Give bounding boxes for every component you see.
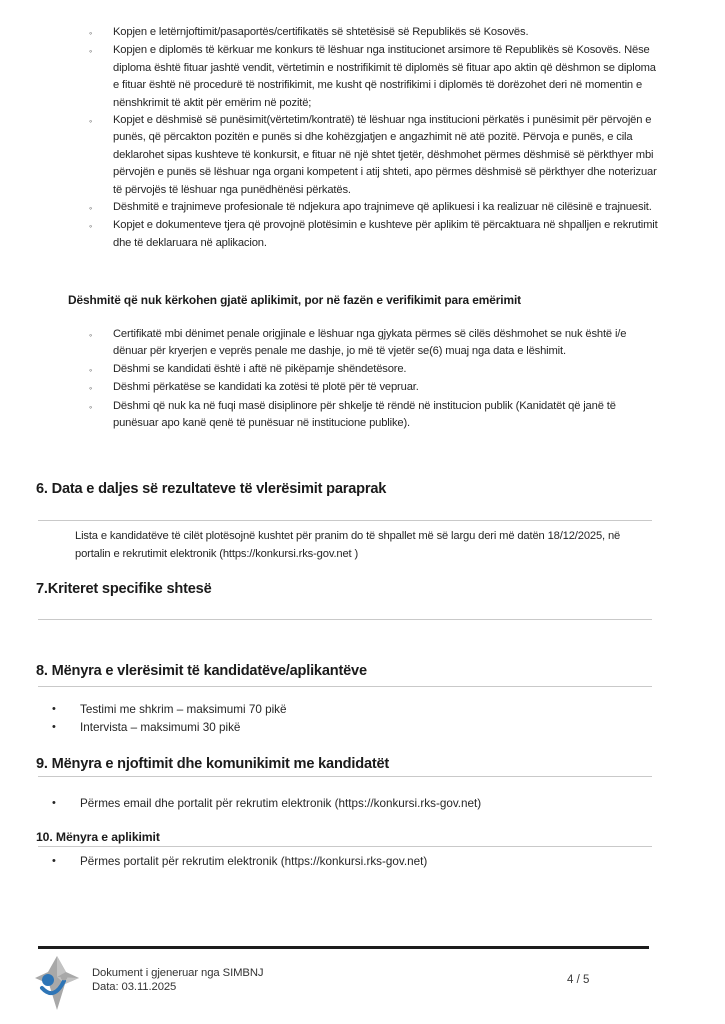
evaluation-method-list bbox=[44, 701, 644, 736]
section-8-divider bbox=[38, 686, 652, 687]
list-item-text: Kopjen e diplomës të kërkuar me konkurs të lëshuar nga institucionet arsimore të Republikës së Kosovës. Nëse diploma është fituar jashtë vendit, vërtetimin e nostrifikimit të diplomës së fituar apo aktin që dëshmon se diploma e fituar është në procedurë të nostrifikimit, me kusht që nostrifikimi i diplomës të dorëzohet deri në momentin e nënshkrimit të aktit për emërim në pozitë; bbox=[113, 44, 656, 109]
section-9-heading: 9. Mënyra e njoftimit dhe komunikimit me kandidatët bbox=[36, 756, 390, 772]
section-7-divider bbox=[38, 619, 652, 620]
circle-bullet-icon: ◦ bbox=[89, 383, 93, 394]
list-item-text: Dëshmi se kandidati është i aftë në pikëpamje shëndetësore. bbox=[113, 362, 407, 375]
page-number: 4 / 5 bbox=[567, 974, 590, 986]
list-item-text: Certifikatë mbi dënimet penale origjinale e lëshuar nga gjykata përmes së cilës dëshmohet se nuk është i/e dënuar për kryerjen e veprës penale me dashje, jo më të vjetër se(6) muaj nga data e lëshimit. bbox=[113, 328, 627, 358]
list-item-text: Dëshmitë e trajnimeve profesionale të ndjekura apo trajnimeve që aplikuesi i ka realizuar në cilësinë e trajnuesit. bbox=[113, 201, 652, 214]
dot-bullet-icon: • bbox=[52, 703, 56, 715]
list-item-text: Testimi me shkrim – maksimumi 70 pikë bbox=[80, 703, 287, 716]
list-item bbox=[44, 853, 644, 871]
circle-bullet-icon: ◦ bbox=[89, 401, 93, 412]
list-item-text: Kopjet e dokumenteve tjera që provojnë plotësimin e kushteve për aplikim të përcaktuara në shpalljen e rekrutimit dhe të deklaruara në aplikacion. bbox=[113, 219, 658, 249]
verification-documents-list bbox=[82, 326, 659, 432]
dot-bullet-icon: • bbox=[52, 797, 56, 809]
footer-date: Data: 03.11.2025 bbox=[92, 980, 177, 993]
circle-bullet-icon: ◦ bbox=[89, 221, 93, 232]
list-item-text: Përmes portalit për rekrutim elektronik (https://konkursi.rks-gov.net) bbox=[80, 855, 428, 868]
circle-bullet-icon: ◦ bbox=[89, 203, 93, 214]
notification-method-list bbox=[44, 795, 644, 813]
application-method-list bbox=[44, 853, 644, 871]
dot-bullet-icon: • bbox=[52, 720, 56, 733]
list-item bbox=[44, 719, 644, 737]
circle-bullet-icon: ◦ bbox=[89, 28, 93, 38]
list-item bbox=[44, 795, 644, 813]
list-item bbox=[82, 361, 659, 379]
section-6-body: Lista e kandidatëve të cilët plotësojnë kushtet për pranim do të shpallet më së largu deri më datën 18/12/2025, në portalin e rekrutimit elektronik (https://konkursi.rks-gov.net ) bbox=[75, 530, 621, 560]
list-item bbox=[82, 112, 659, 199]
verification-subheading: Dëshmitë që nuk kërkohen gjatë aplikimit, por në fazën e verifikimit para emërimit bbox=[68, 293, 522, 307]
section-6-divider bbox=[38, 520, 652, 521]
list-item bbox=[82, 199, 659, 217]
circle-bullet-icon: ◦ bbox=[89, 330, 93, 340]
footer-divider bbox=[38, 946, 649, 949]
list-item bbox=[82, 398, 659, 433]
section-10-heading: 10. Mënyra e aplikimit bbox=[36, 830, 160, 844]
dot-bullet-icon: • bbox=[52, 855, 56, 867]
section-9-divider bbox=[38, 776, 652, 777]
list-item bbox=[82, 24, 659, 42]
list-item-text: Intervista – maksimumi 30 pikë bbox=[80, 720, 241, 734]
required-documents-list bbox=[82, 24, 659, 252]
section-6-heading: 6. Data e daljes së rezultateve të vlerësimit paraprak bbox=[36, 481, 387, 497]
section-10-divider bbox=[38, 846, 652, 847]
list-item bbox=[82, 42, 659, 112]
circle-bullet-icon: ◦ bbox=[89, 116, 93, 127]
list-item-text: Kopjet e dëshmisë së punësimit(vërtetim/kontratë) të lëshuar nga institucioni përkatës i punësimit për përvojën e punës, që përcakton pozitën e punës si dhe kohëzgjatjen e angazhimit në atë pozitë. Përvoja e punës, e cila deklarohet sipas kushteve të konkursit, e fituar në një shtet tjetër, dëshmohet përmes dëshmisë së përkthyer mbi përvojën e punës së lëshuar nga organi kompetent i atij shteti, apo përmes dëshmisë së përkthyer dhe noterizuar të përvojës të lëshuar nga punëdhënësi përkatës. bbox=[113, 114, 657, 196]
list-item bbox=[82, 379, 659, 397]
list-item-text: Dëshmi përkatëse se kandidati ka zotësi të plotë për të vepruar. bbox=[113, 381, 419, 394]
list-item-text: Kopjen e letërnjoftimit/pasaportës/certifikatës së shtetësisë së Republikës së Kosovës. bbox=[113, 26, 529, 38]
list-item-text: Përmes email dhe portalit për rekrutim elektronik (https://konkursi.rks-gov.net) bbox=[80, 797, 482, 810]
footer-generated-info bbox=[92, 967, 263, 994]
section-7-heading: 7.Kriteret specifike shtesë bbox=[36, 581, 212, 597]
list-item bbox=[44, 701, 644, 719]
circle-bullet-icon: ◦ bbox=[89, 364, 93, 375]
simbnj-logo-icon bbox=[34, 955, 80, 1011]
circle-bullet-icon: ◦ bbox=[89, 46, 93, 57]
list-item bbox=[82, 326, 659, 361]
section-8-heading: 8. Mënyra e vlerësimit të kandidatëve/aplikantëve bbox=[36, 663, 367, 679]
list-item bbox=[82, 217, 659, 252]
list-item-text: Dëshmi që nuk ka në fuqi masë disiplinore për shkelje të rëndë në institucion publik (Kanidatët që janë të punësuar apo kanë qenë të punësuar në institucione publike). bbox=[113, 399, 616, 430]
footer-generated-by: Dokument i gjeneruar nga SIMBNJ bbox=[92, 967, 264, 979]
